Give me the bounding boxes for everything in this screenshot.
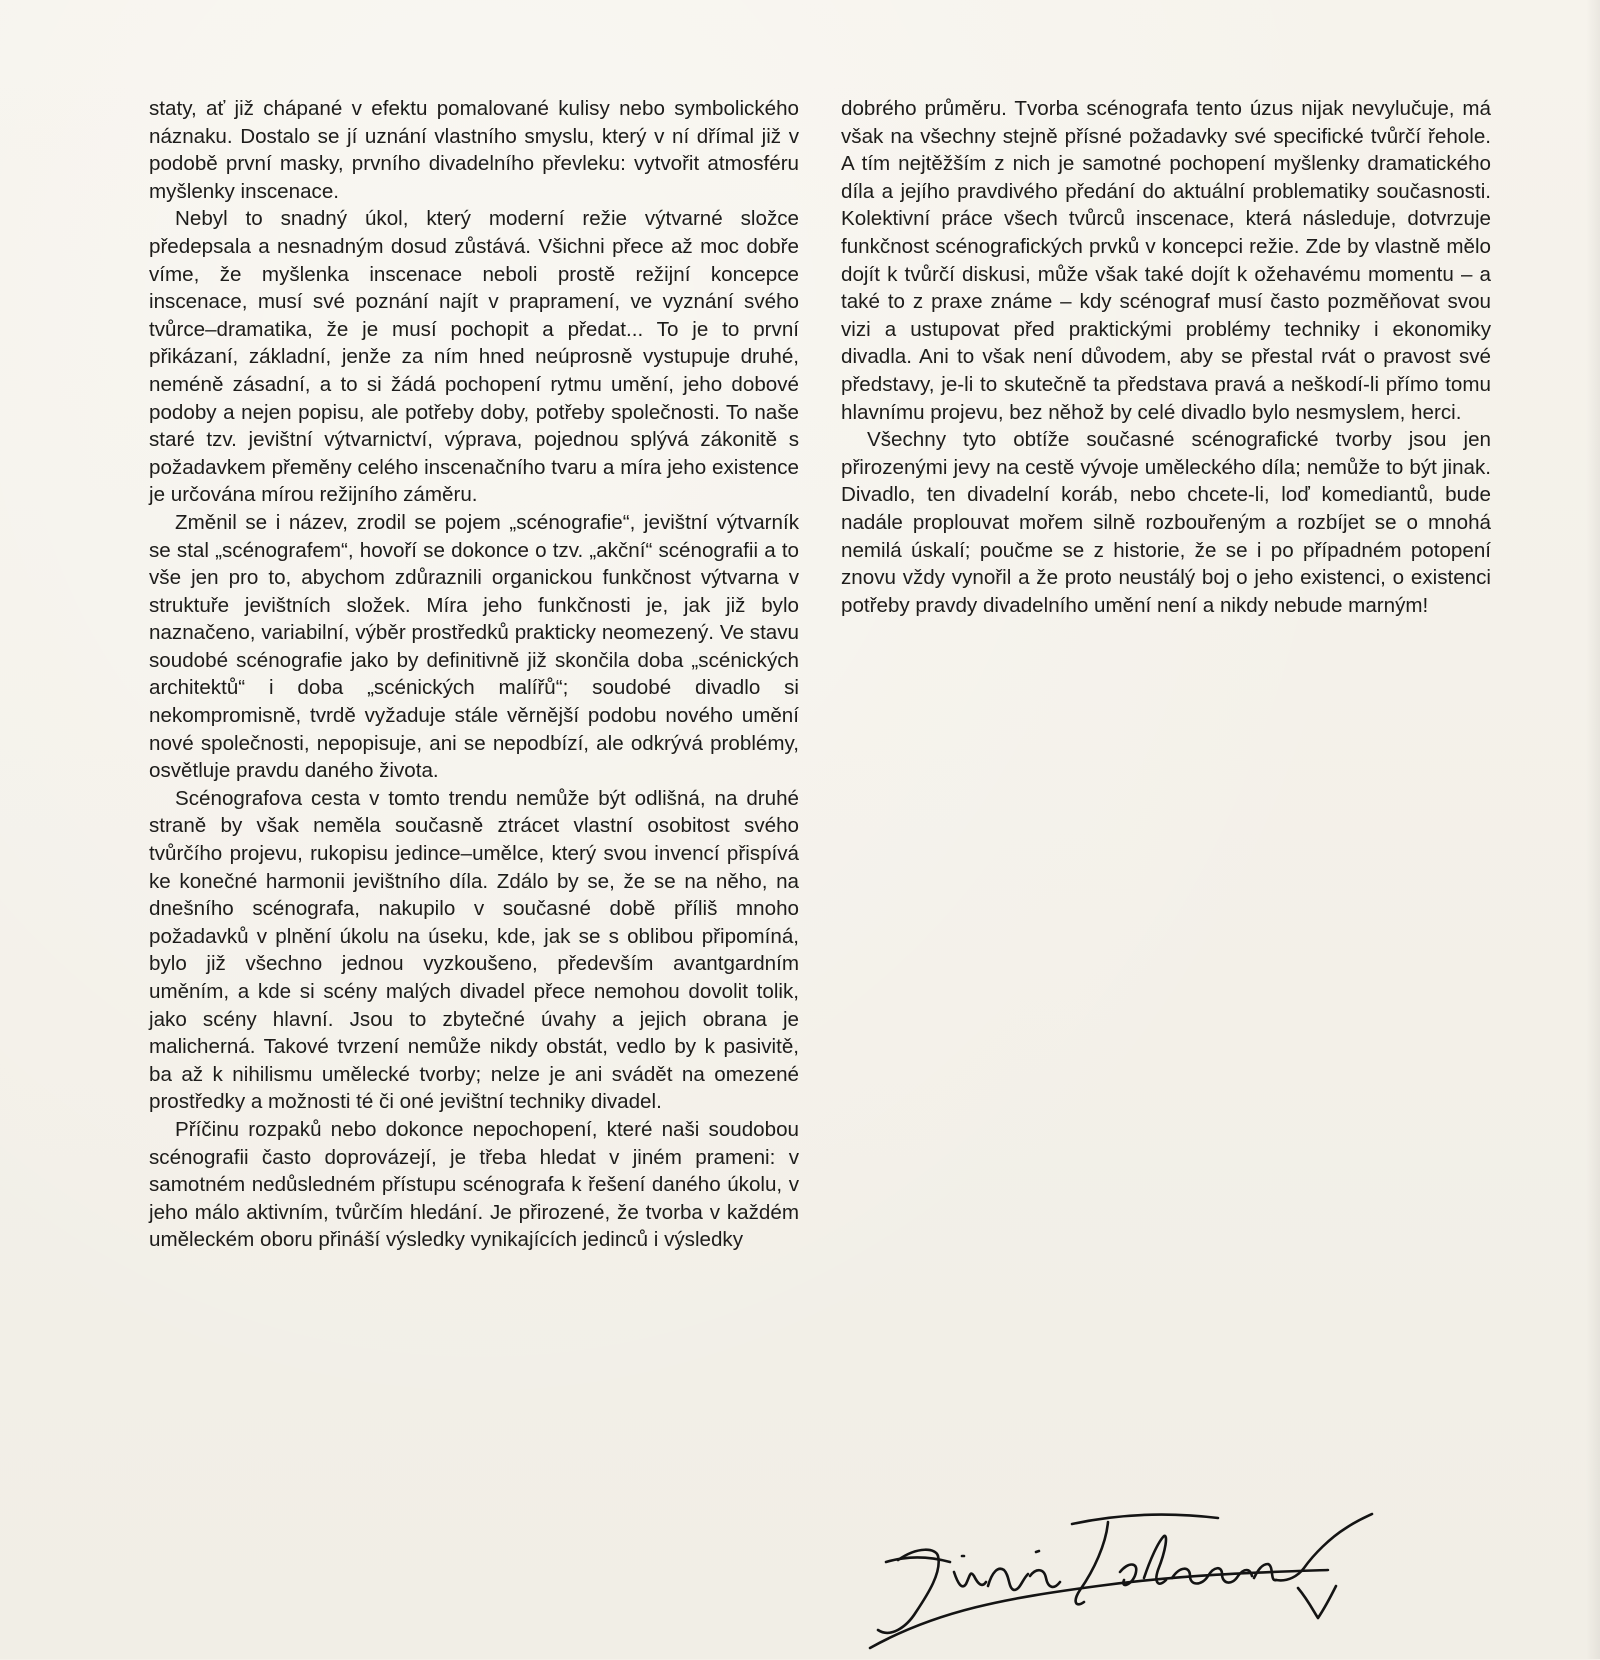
paragraph: Scénografova cesta v tomto trendu nemůže být odlišná, na druhé straně by však neměla současně ztrácet vlastní osobitost svého tvůrčího projevu, rukopisu jedince–umělce, který svou invencí přispívá ke konečné harmonii jevištního díla. Zdálo by se, že se na něho, na dnešního scénografa, nakupilo v současné době příliš mnoho požadavků v plnění úkolu na úseku, kde, jak se s oblibou připomíná, bylo již všechno jednou vyzkoušeno, především avantgardním uměním, a kde si scény malých divadel přece nemohou dovolit tolik, jako scény hlavní. Jsou to zbytečné úvahy a jejich obrana je malicherná. Takové tvrzení nemůže nikdy obstát, vedlo by k pasivitě, ba až k nihilismu umělecké tvorby; nelze je ani svádět na omezené prostředky a možnosti té či oné jevištní techniky divadel. [149, 786, 799, 1114]
page-edge-shadow [1586, 0, 1600, 1659]
paragraph: Nebyl to snadný úkol, který moderní režie výtvarné složce předepsala a nesnadným dosud zůstává. Všichni přece až moc dobře víme, že myšlenka inscenace neboli prostě režijní koncepce inscenace, musí své poznání najít v prapramení, ve vyznání svého tvůrce–dramatika, že je musí pochopit a předat... To je to první přikázaní, základní, jenže za ním hned neúprosně vystupuje druhé, neméně zásadní, a to si žádá pochopení rytmu umění, jeho dobové podoby a nejen popisu, ale potřeby doby, potřeby společnosti. To naše staré tzv. jevištní výtvarnictví, výprava, pojednou splývá zákonitě s požadavkem přeměny celého inscenačního tvaru a míra jeho existence je určována mírou režijního záměru. [149, 207, 799, 507]
signature-drawing [858, 1490, 1508, 1660]
text-column-left [149, 95, 799, 1254]
text-column-right [841, 95, 1491, 619]
paragraph: staty, ať již chápané v efektu pomalované kulisy nebo symbolického náznaku. Dostalo se jí uznání vlastního smyslu, který v ní dřímal již v podobě první masky, prvního divadelního převleku: vytvořit atmosféru myšlenky inscenace. [149, 97, 799, 203]
paragraph: Změnil se i název, zrodil se pojem „scénografie“, jevištní výtvarník se stal „scénografem“, hovoří se dokonce o tzv. „akční“ scénografii a to vše jen pro to, abychom zdůraznili organickou funkčnost výtvarna v struktuře jevištních složek. Míra jeho funkčnosti je, jak již bylo naznačeno, variabilní, výběr prostředků prakticky neomezený. Ve stavu soudobé scénografie jako by definitivně již skončila doba „scénických architektů“ i doba „scénických malířů“; soudobé divadlo si nekompromisně, tvrdě vyžaduje stále věrnější podobu nového umění nové společnosti, nepopisuje, ani se nepodbízí, ale odkrývá problémy, osvětluje pravdu daného života. [149, 510, 799, 783]
paragraph: Všechny tyto obtíže současné scénografické tvorby jsou jen přirozenými jevy na cestě vývoje uměleckého díla; nemůže to být jinak. Divadlo, ten divadelní koráb, nebo chcete-li, loď komediantů, bude nadále proplouvat mořem silně rozbouřeným a rozbíjet se o mnohá nemilá úskalí; poučme se z historie, že se i po případném potopení znovu vždy vynořil a že proto neustálý boj o jeho existenci, o existenci potřeby pravdy divadelního umění není a nikdy nebude marným! [841, 428, 1491, 617]
paragraph: Příčinu rozpaků nebo dokonce nepochopení, které naši soudobou scénografii často doprovázejí, je třeba hledat v jiném prameni: v samotném nedůsledném přístupu scénografa k řešení daného úkolu, v jeho málo aktivním, tvůrčím hledání. Je přirozené, že tvorba v každém uměleckém oboru přináší výsledky vynikajících jedinců i výsledky [149, 1117, 799, 1252]
paragraph: dobrého průměru. Tvorba scénografa tento úzus nijak nevylučuje, má však na všechny stejně přísné požadavky své specifické tvůrčí řehole. A tím nejtěžším z nich je samotné pochopení myšlenky dramatického díla a jejího pravdivého předání do aktuální problematiky současnosti. Kolektivní práce všech tvůrců inscenace, která následuje, dotvrzuje funkčnost scénografických prvků v koncepci režie. Zde by vlastně mělo dojít k tvůrčí diskusi, může však také dojít k ožehavému momentu – a také to z praxe známe – kdy scénograf musí často pozměňovat svou vizi a ustupovat před praktickými problémy techniky i ekonomiky divadla. Ani to však není důvodem, aby se přestal rvát o pravost své představy, je-li to skutečně ta představa pravá a neškodí-li přímo tomu hlavnímu projevu, bez něhož by celé divadlo bylo nesmyslem, herci. [841, 97, 1491, 424]
handwritten-signature [858, 1490, 1508, 1660]
